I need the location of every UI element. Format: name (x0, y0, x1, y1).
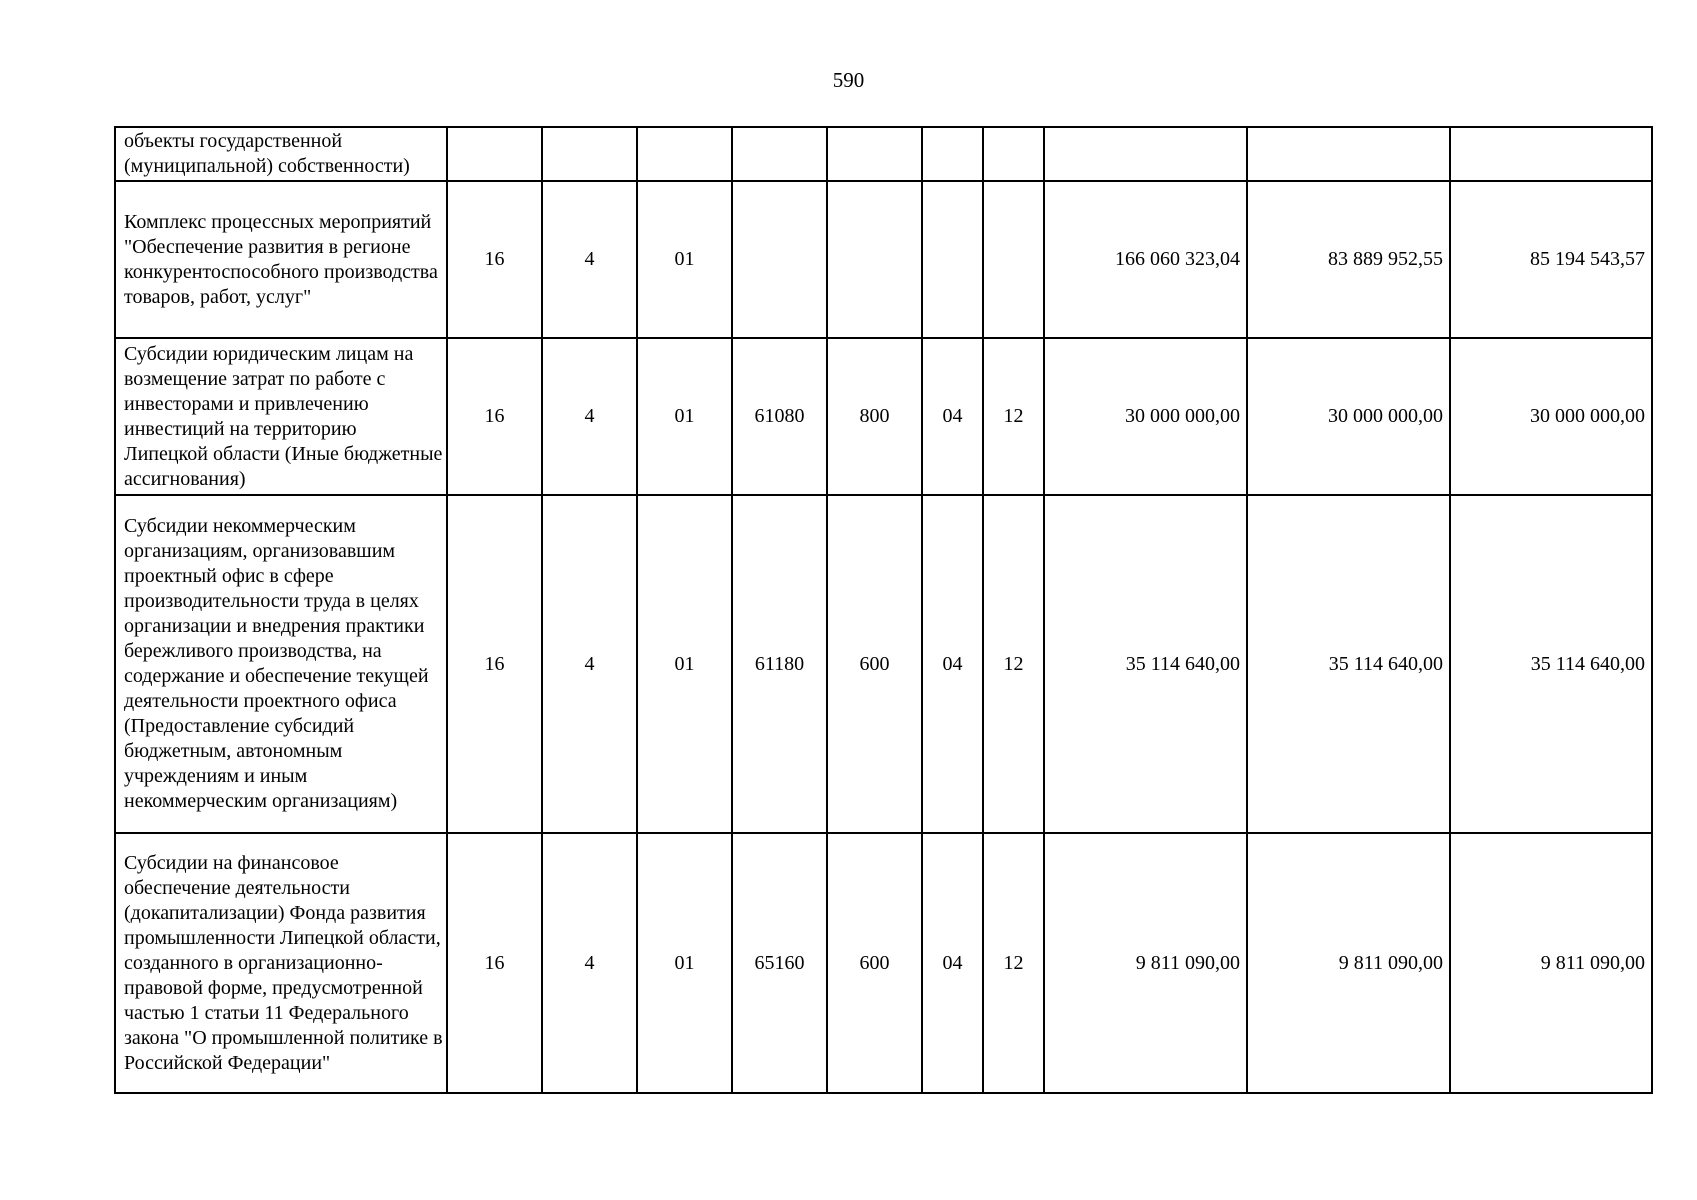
cell-amount-2 (1247, 127, 1450, 181)
cell-amount-3 (1450, 127, 1652, 181)
cell-code-2: 4 (542, 181, 637, 338)
cell-amount-3: 30 000 000,00 (1450, 338, 1652, 495)
cell-code-2: 4 (542, 833, 637, 1093)
table-row (115, 338, 1652, 495)
cell-code-1: 16 (447, 181, 542, 338)
cell-code-3 (637, 127, 732, 181)
cell-code-2: 4 (542, 495, 637, 833)
cell-amount-1: 35 114 640,00 (1044, 495, 1247, 833)
cell-amount-1: 9 811 090,00 (1044, 833, 1247, 1093)
cell-code-2 (542, 127, 637, 181)
cell-code-4: 61080 (732, 338, 827, 495)
cell-code-6 (922, 181, 983, 338)
cell-code-1: 16 (447, 338, 542, 495)
cell-amount-1: 166 060 323,04 (1044, 181, 1247, 338)
cell-description: Комплекс процессных мероприятий "Обеспечение развития в регионе конкурентоспособного производства товаров, работ, услуг" (115, 181, 447, 338)
cell-code-6: 04 (922, 495, 983, 833)
cell-description: Субсидии некоммерческим организациям, организовавшим проектный офис в сфере производительности труда в целях организации и внедрения практики бережливого производства, на содержание и обеспечение текущей деятельности проектного офиса (Предоставление субсидий бюджетным, автономным учреждениям и иным некоммерческим организациям) (115, 495, 447, 833)
cell-amount-3: 9 811 090,00 (1450, 833, 1652, 1093)
cell-amount-2: 30 000 000,00 (1247, 338, 1450, 495)
cell-amount-1: 30 000 000,00 (1044, 338, 1247, 495)
table-row (115, 127, 1652, 181)
cell-code-1: 16 (447, 833, 542, 1093)
cell-code-6: 04 (922, 338, 983, 495)
cell-code-6 (922, 127, 983, 181)
cell-code-5: 800 (827, 338, 922, 495)
cell-code-1: 16 (447, 495, 542, 833)
cell-code-7: 12 (983, 833, 1044, 1093)
cell-amount-2: 9 811 090,00 (1247, 833, 1450, 1093)
cell-code-1 (447, 127, 542, 181)
table-row (115, 833, 1652, 1093)
table-row (115, 495, 1652, 833)
cell-description: объекты государственной (муниципальной) собственности) (115, 127, 447, 181)
cell-code-3: 01 (637, 495, 732, 833)
cell-code-4: 61180 (732, 495, 827, 833)
cell-code-2: 4 (542, 338, 637, 495)
cell-code-5 (827, 181, 922, 338)
budget-table (114, 126, 1653, 1094)
cell-code-7 (983, 127, 1044, 181)
cell-code-5 (827, 127, 922, 181)
cell-code-6: 04 (922, 833, 983, 1093)
cell-code-4 (732, 127, 827, 181)
cell-description: Субсидии на финансовое обеспечение деятельности (докапитализации) Фонда развития промышленности Липецкой области, созданного в организационно-правовой форме, предусмотренной частью 1 статьи 11 Федерального закона "О промышленной политике в Российской Федерации" (115, 833, 447, 1093)
cell-code-5: 600 (827, 833, 922, 1093)
table-row (115, 181, 1652, 338)
cell-amount-1 (1044, 127, 1247, 181)
cell-code-4: 65160 (732, 833, 827, 1093)
cell-code-3: 01 (637, 338, 732, 495)
page-number: 590 (832, 68, 865, 92)
cell-code-5: 600 (827, 495, 922, 833)
cell-amount-2: 83 889 952,55 (1247, 181, 1450, 338)
budget-table-body (115, 127, 1652, 1093)
cell-description: Субсидии юридическим лицам на возмещение затрат по работе с инвесторами и привлечению инвестиций на территорию Липецкой области (Иные бюджетные ассигнования) (115, 338, 447, 495)
cell-code-4 (732, 181, 827, 338)
cell-code-7: 12 (983, 338, 1044, 495)
cell-amount-3: 35 114 640,00 (1450, 495, 1652, 833)
cell-amount-2: 35 114 640,00 (1247, 495, 1450, 833)
cell-code-3: 01 (637, 181, 732, 338)
cell-code-7 (983, 181, 1044, 338)
cell-code-7: 12 (983, 495, 1044, 833)
cell-code-3: 01 (637, 833, 732, 1093)
cell-amount-3: 85 194 543,57 (1450, 181, 1652, 338)
